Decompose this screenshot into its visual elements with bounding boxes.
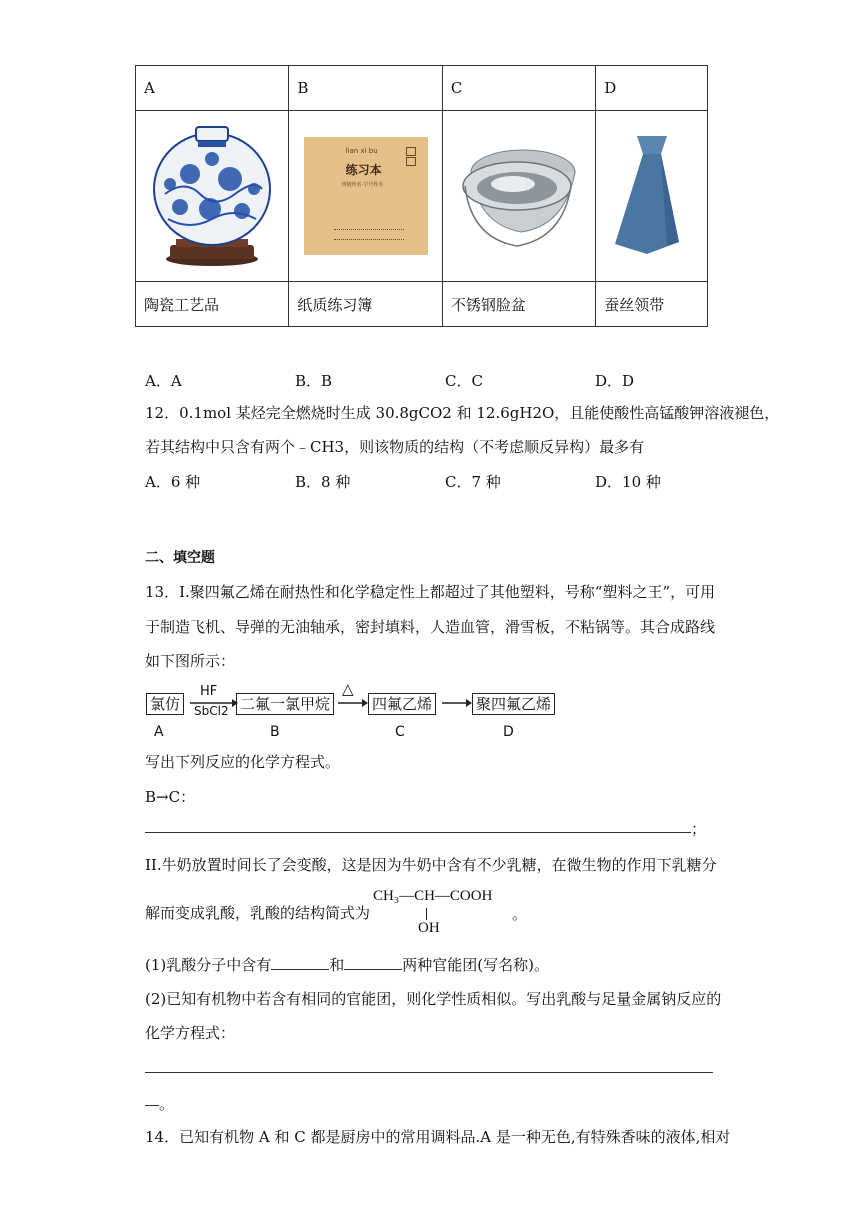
vase-image-cell <box>136 111 289 282</box>
sub1-text-c: 两种官能团(写名称)。 <box>402 956 549 974</box>
porcelain-vase-image <box>150 119 274 269</box>
tie-image-cell <box>596 111 708 282</box>
q13-semicolon: ； <box>691 820 707 838</box>
notebook-subtitle: 班级姓名·学号姓名 <box>341 182 384 188</box>
table-header-c: C <box>442 66 595 111</box>
q13-sub1 <box>145 955 549 975</box>
q12-option-c[interactable]: C．7 种 <box>445 473 501 491</box>
basin-image-cell <box>442 111 595 282</box>
flow-letter-a: A <box>154 724 164 740</box>
table-header-d: D <box>596 66 708 111</box>
flow-arrow-3 <box>440 693 472 713</box>
flow-box-chloroform: 氯仿 <box>146 693 184 715</box>
steel-basin-image <box>457 134 581 254</box>
q13-sub2-end-mark: 。 <box>159 1095 175 1113</box>
q13-b-to-c-label: B→C： <box>145 788 196 806</box>
q13-answer-blank-bc[interactable] <box>145 832 691 833</box>
q12-line-1: 12．0.1mol 某烃完全燃烧时生成 30.8gCO2 和 12.6gH2O，且能使酸性高锰酸钾溶液褪色， <box>145 404 780 422</box>
flow-reagent-sbcl: SbCl2 <box>194 704 229 718</box>
q11-option-c[interactable]: C．C <box>445 372 483 390</box>
structure-oh-branch: OH <box>418 920 440 936</box>
label-ceramic: 陶瓷工艺品 <box>136 282 289 327</box>
flow-box-ptfe: 聚四氟乙烯 <box>472 693 555 715</box>
q13-sub2-answer-blank[interactable] <box>145 1072 713 1073</box>
silk-tie-image <box>607 132 697 256</box>
q12-option-a[interactable]: A．6 种 <box>145 473 201 491</box>
flow-heat-symbol: △ <box>342 680 354 698</box>
q13-part2-line-2: 解而变成乳酸，乳酸的结构简式为 <box>145 904 371 922</box>
q11-option-a[interactable]: A．A <box>145 372 182 390</box>
flow-reagent-hf: HF <box>200 684 218 699</box>
q12-option-d[interactable]: D．10 种 <box>595 473 661 491</box>
q11-option-d[interactable]: D．D <box>595 372 635 390</box>
q13-line-3: 如下图所示： <box>145 652 236 670</box>
label-basin: 不锈钢脸盆 <box>442 282 595 327</box>
structure-bond <box>426 908 427 920</box>
q14-line-1: 14．已知有机物 A 和 C 都是厨房中的常用调料品.A 是一种无色,有特殊香味的液体,相对 <box>145 1128 731 1146</box>
table-header-b: B <box>289 66 442 111</box>
notebook-image-cell <box>289 111 442 282</box>
q11-option-b[interactable]: B．B <box>295 372 333 390</box>
q13-part2-line-1: II.牛奶放置时间长了会变酸，这是因为牛奶中含有不少乳糖，在微生物的作用下乳糖分 <box>145 856 717 874</box>
sub1-text-b: 和 <box>329 956 345 974</box>
q13-sub2-blank-tail[interactable] <box>145 1093 159 1106</box>
sub1-blank-1[interactable] <box>271 955 329 970</box>
structure-main-chain: CH₃—CH—COOH <box>373 888 493 904</box>
notebook-image <box>304 137 428 255</box>
q13-sub2-line-1: (2)已知有机物中若含有相同的官能团，则化学性质相似。写出乳酸与足量金属钠反应的 <box>145 990 722 1008</box>
q13-write-equation: 写出下列反应的化学方程式。 <box>145 753 341 771</box>
notebook-title: 练习本 <box>345 163 382 177</box>
sub1-text-a: (1)乳酸分子中含有 <box>145 956 272 974</box>
q12-line-2: 若其结构中只含有两个﹣CH3，则该物质的结构（不考虑顺反异构）最多有 <box>145 438 645 456</box>
flow-letter-b: B <box>270 724 280 740</box>
flow-letter-c: C <box>395 724 405 740</box>
flow-arrow-2 <box>336 693 368 713</box>
sub1-blank-2[interactable] <box>344 955 402 970</box>
flow-arrow-1 <box>188 693 238 713</box>
section-title: 二、填空题 <box>145 550 215 566</box>
q13-line-2: 于制造飞机、导弹的无油轴承，密封填料，人造血管，滑雪板，不粘锅等。其合成路线 <box>145 618 716 636</box>
flow-letter-d: D <box>503 724 514 740</box>
flow-box-chlorodifluoromethane: 二氟一氯甲烷 <box>236 693 334 715</box>
q13-sub2-line-2: 化学方程式： <box>145 1024 236 1042</box>
flow-box-tetrafluoroethylene: 四氟乙烯 <box>368 693 436 715</box>
label-notebook: 纸质练习簿 <box>289 282 442 327</box>
q13-line-1: 13．I.聚四氟乙烯在耐热性和化学稳定性上都超过了其他塑料，号称“塑料之王”，可用 <box>145 583 716 601</box>
options-table <box>135 65 708 327</box>
q13-part2-period: 。 <box>512 905 528 923</box>
q12-option-b[interactable]: B．8 种 <box>295 473 351 491</box>
table-header-a: A <box>136 66 289 111</box>
notebook-top-text: lian xi bu <box>345 147 378 155</box>
label-tie: 蚕丝领带 <box>596 282 708 327</box>
